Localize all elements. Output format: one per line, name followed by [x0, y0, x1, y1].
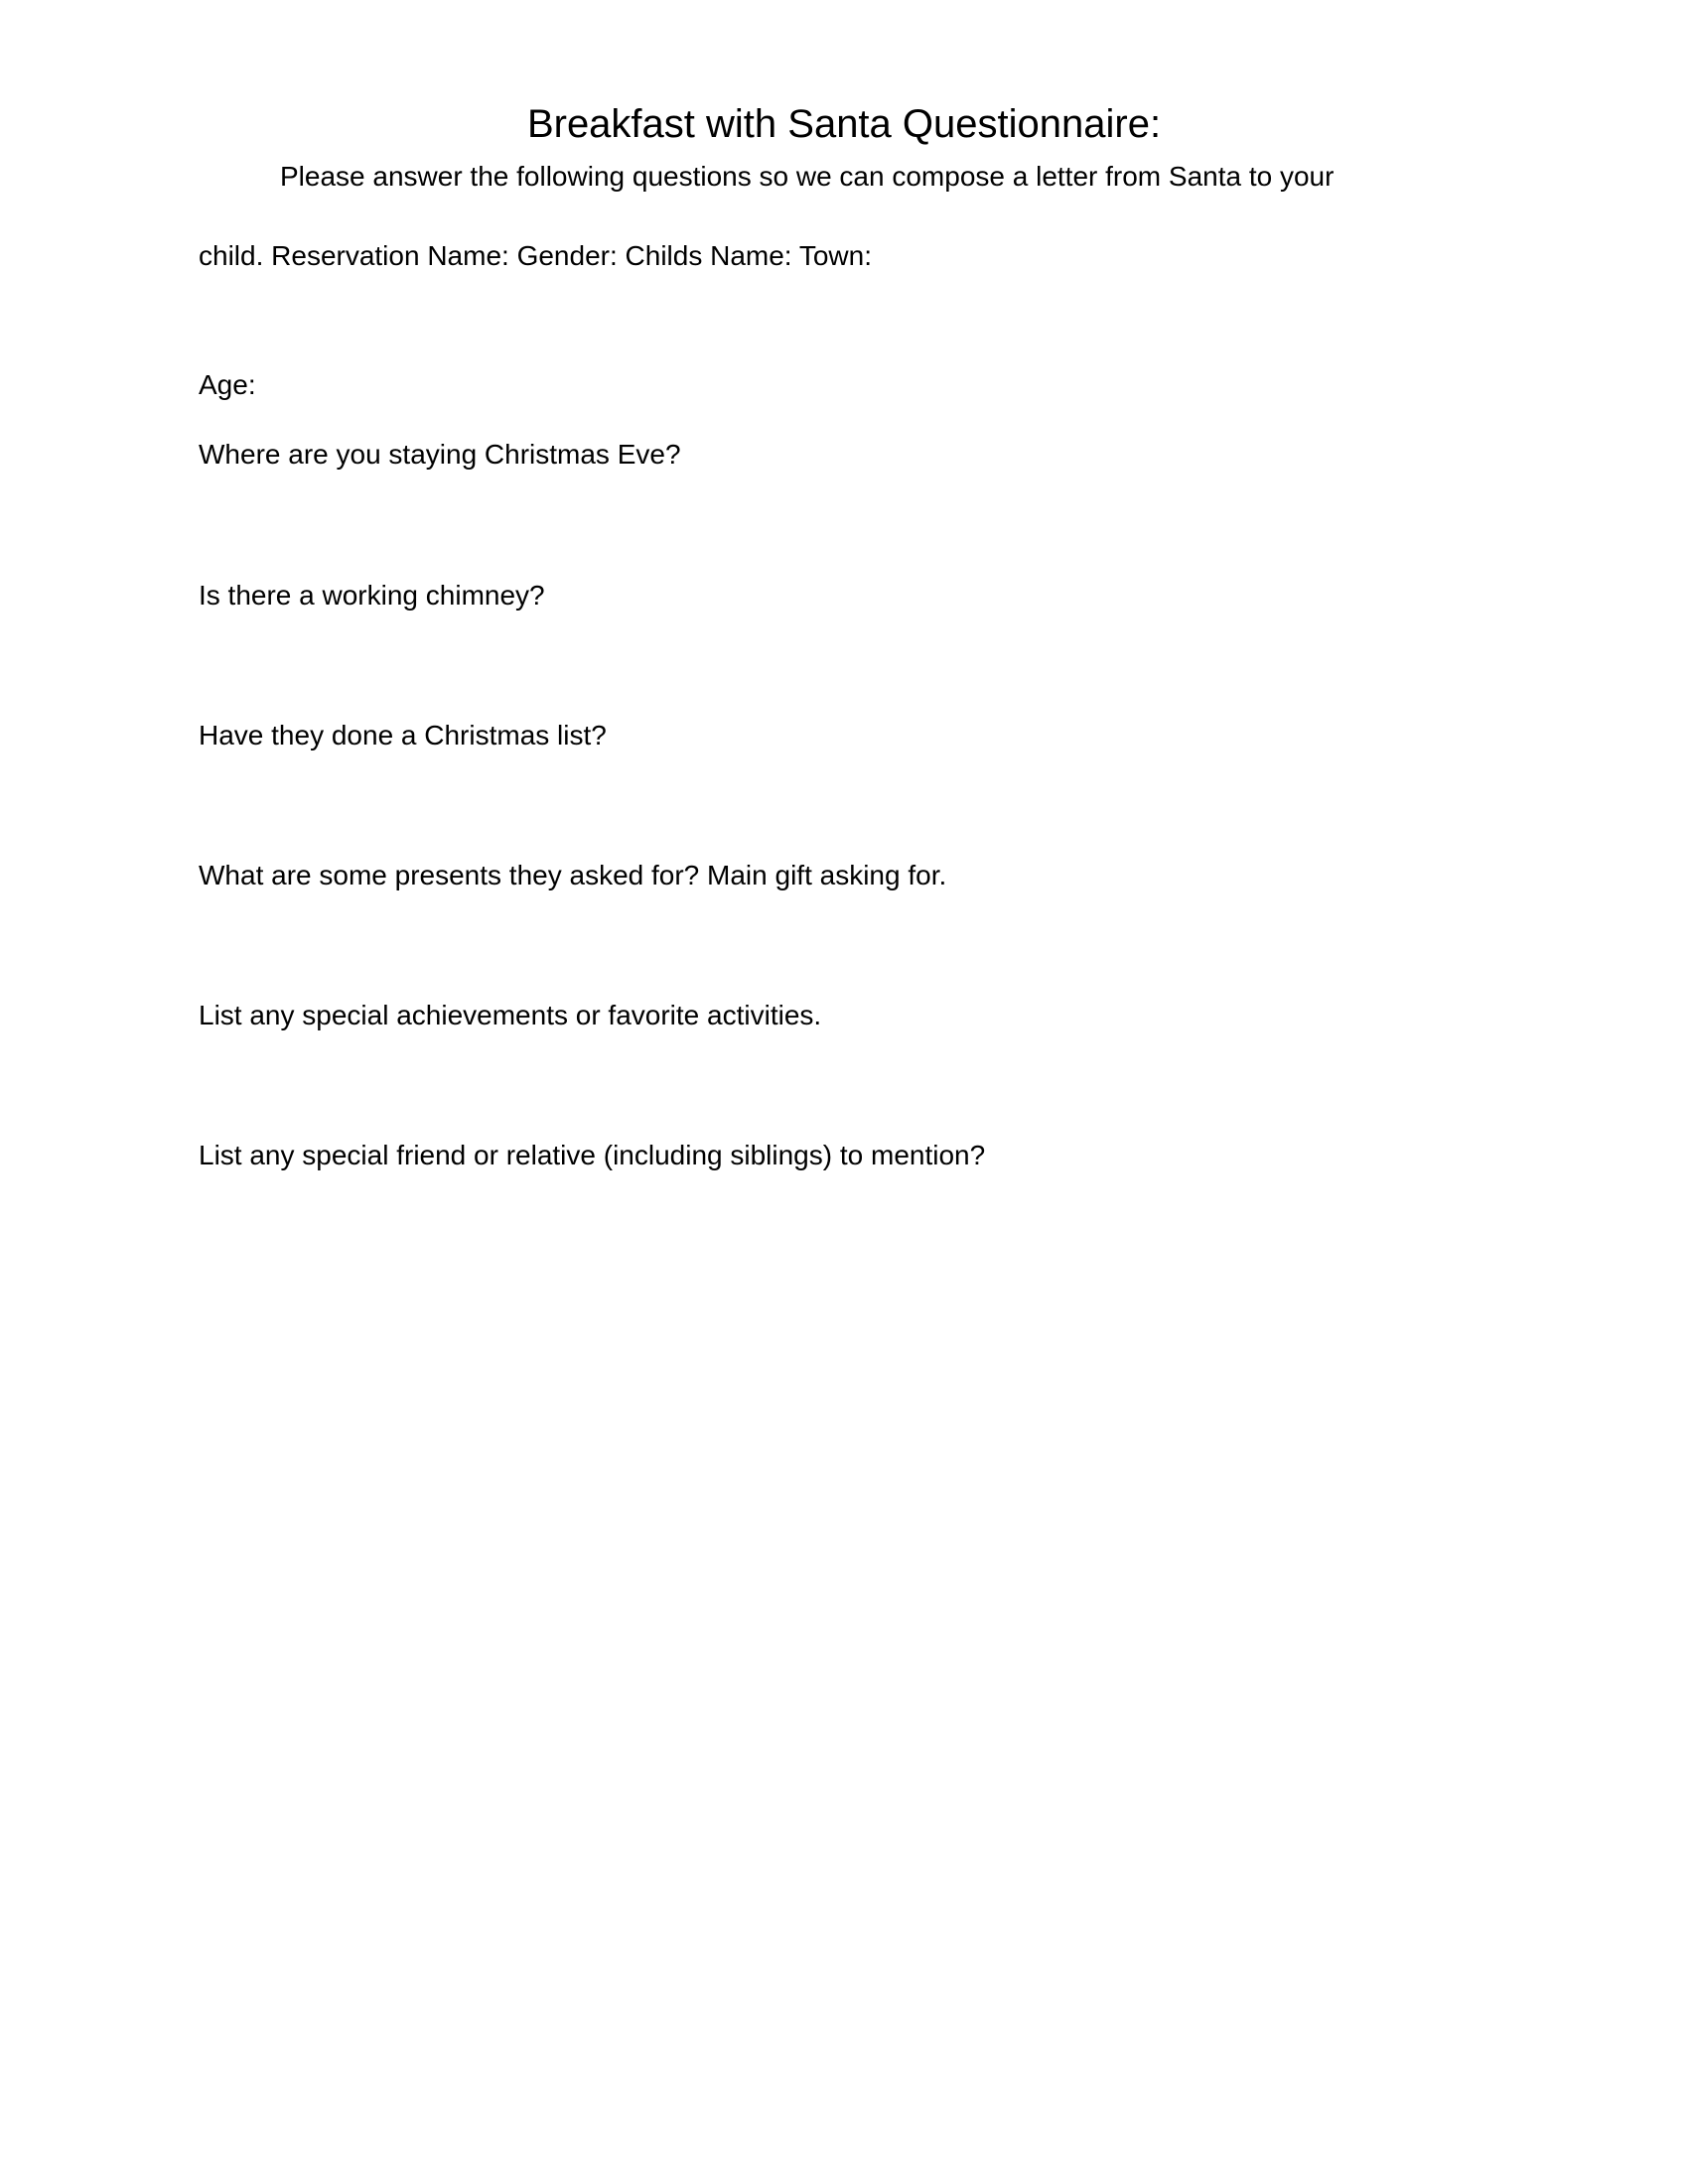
question-christmas-eve-location: Where are you staying Christmas Eve?: [199, 439, 681, 470]
question-working-chimney: Is there a working chimney?: [199, 580, 545, 611]
age-field-label: Age:: [199, 369, 256, 400]
page-title: Breakfast with Santa Questionnaire:: [526, 102, 1162, 146]
question-achievements-activities: List any special achievements or favorite activities.: [199, 1000, 822, 1030]
question-presents-asked: What are some presents they asked for? Main gift asking for.: [199, 860, 947, 890]
intro-text-line-1: Please answer the following questions so we can compose a letter from Santa to your: [280, 161, 1335, 192]
question-christmas-list: Have they done a Christmas list?: [199, 720, 607, 751]
question-friend-relative: List any special friend or relative (including siblings) to mention?: [199, 1140, 986, 1170]
intro-text-line-2: child. Reservation Name: Gender: Childs Name: Town:: [199, 240, 873, 271]
